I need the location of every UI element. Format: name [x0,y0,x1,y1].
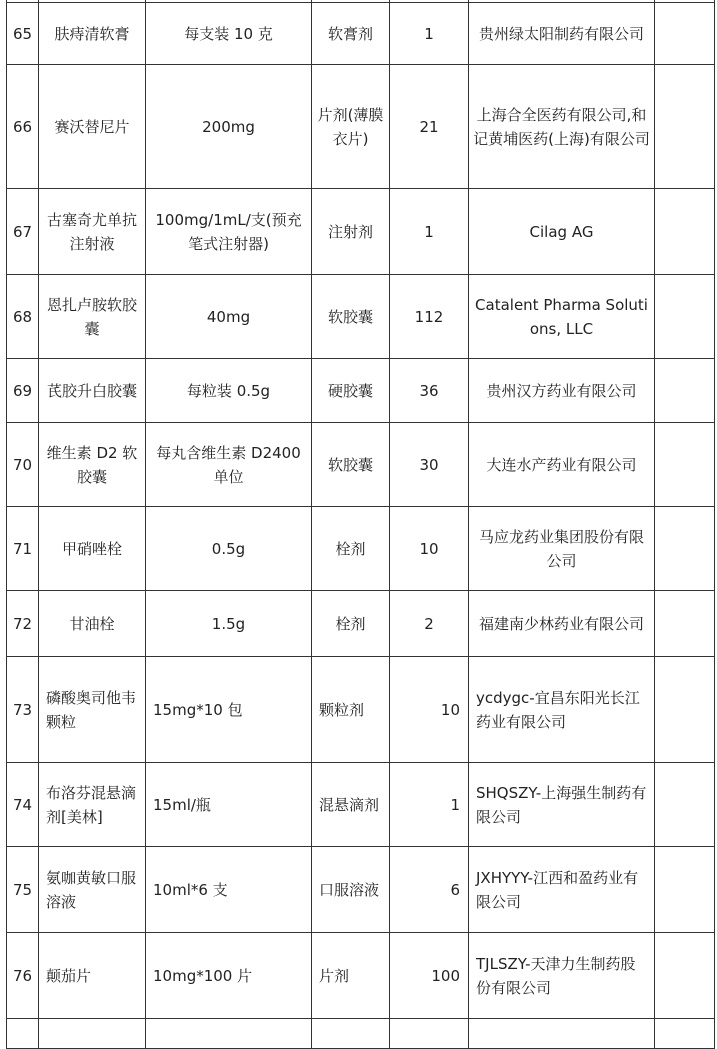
dosage-form: 片剂(薄膜衣片) [312,65,390,189]
manufacturer: JXHYYY-江西和盈药业有限公司 [469,847,655,933]
table-cell [39,1019,146,1049]
blank-cell [655,189,715,275]
drug-name: 维生素 D2 软胶囊 [39,423,146,507]
manufacturer: Catalent Pharma Solutions, LLC [469,275,655,359]
dosage-form: 口服溶液 [312,847,390,933]
quantity: 10 [390,507,469,591]
dosage-form: 颗粒剂 [312,657,390,763]
drug-spec: 10ml*6 支 [146,847,312,933]
quantity: 100 [390,933,469,1019]
quantity: 1 [390,763,469,847]
table-row [7,933,715,1019]
blank-cell [655,507,715,591]
table-row [7,657,715,763]
row-number: 75 [7,847,39,933]
table-cell [146,1019,312,1049]
quantity: 6 [390,847,469,933]
table-row [7,189,715,275]
drug-list-table [6,0,715,1049]
blank-cell [655,3,715,65]
quantity: 112 [390,275,469,359]
drug-spec: 10mg*100 片 [146,933,312,1019]
table-cell [7,1019,39,1049]
manufacturer: 福建南少林药业有限公司 [469,591,655,657]
table-cell [390,1019,469,1049]
drug-name: 磷酸奥司他韦颗粒 [39,657,146,763]
drug-name: 颠茄片 [39,933,146,1019]
row-number: 71 [7,507,39,591]
dosage-form: 软胶囊 [312,275,390,359]
drug-name: 古塞奇尤单抗注射液 [39,189,146,275]
manufacturer: Cilag AG [469,189,655,275]
blank-cell [655,933,715,1019]
drug-spec: 40mg [146,275,312,359]
dosage-form: 片剂 [312,933,390,1019]
row-number: 68 [7,275,39,359]
drug-spec: 每丸含维生素 D2400 单位 [146,423,312,507]
table-row [7,763,715,847]
blank-cell [655,591,715,657]
drug-spec: 100mg/1mL/支(预充笔式注射器) [146,189,312,275]
blank-cell [655,65,715,189]
row-number: 66 [7,65,39,189]
drug-spec: 200mg [146,65,312,189]
table-row [7,275,715,359]
drug-spec: 每支装 10 克 [146,3,312,65]
row-number: 72 [7,591,39,657]
drug-name: 恩扎卢胺软胶囊 [39,275,146,359]
drug-name: 肤痔清软膏 [39,3,146,65]
table-row [7,3,715,65]
table-row [7,423,715,507]
table-cell [312,1019,390,1049]
quantity: 36 [390,359,469,423]
dosage-form: 软胶囊 [312,423,390,507]
table-row [7,591,715,657]
blank-cell [655,275,715,359]
manufacturer: ycdygc-宜昌东阳光长江药业有限公司 [469,657,655,763]
quantity: 30 [390,423,469,507]
drug-name: 氨咖黄敏口服溶液 [39,847,146,933]
table-row [7,1019,715,1049]
row-number: 67 [7,189,39,275]
table-row [7,65,715,189]
dosage-form: 软膏剂 [312,3,390,65]
drug-spec: 1.5g [146,591,312,657]
drug-spec: 每粒装 0.5g [146,359,312,423]
dosage-form: 注射剂 [312,189,390,275]
quantity: 2 [390,591,469,657]
dosage-form: 硬胶囊 [312,359,390,423]
manufacturer: TJLSZY-天津力生制药股份有限公司 [469,933,655,1019]
row-number: 69 [7,359,39,423]
dosage-form: 栓剂 [312,591,390,657]
manufacturer: 贵州汉方药业有限公司 [469,359,655,423]
row-number: 73 [7,657,39,763]
row-number: 65 [7,3,39,65]
drug-name: 布洛芬混悬滴剂[美林] [39,763,146,847]
drug-spec: 15mg*10 包 [146,657,312,763]
manufacturer: 贵州绿太阳制药有限公司 [469,3,655,65]
quantity: 1 [390,3,469,65]
drug-name: 芪胶升白胶囊 [39,359,146,423]
drug-spec: 0.5g [146,507,312,591]
drug-name: 甘油栓 [39,591,146,657]
manufacturer: 马应龙药业集团股份有限公司 [469,507,655,591]
blank-cell [655,657,715,763]
blank-cell [655,359,715,423]
manufacturer: 上海合全医药有限公司,和记黄埔医药(上海)有限公司 [469,65,655,189]
table-cell [469,1019,655,1049]
blank-cell [655,763,715,847]
drug-spec: 15ml/瓶 [146,763,312,847]
table-row [7,359,715,423]
row-number: 70 [7,423,39,507]
table-row [7,507,715,591]
quantity: 10 [390,657,469,763]
row-number: 76 [7,933,39,1019]
blank-cell [655,423,715,507]
quantity: 1 [390,189,469,275]
quantity: 21 [390,65,469,189]
dosage-form: 混悬滴剂 [312,763,390,847]
table-cell [655,1019,715,1049]
drug-name: 赛沃替尼片 [39,65,146,189]
drug-name: 甲硝唑栓 [39,507,146,591]
manufacturer: SHQSZY-上海强生制药有限公司 [469,763,655,847]
manufacturer: 大连水产药业有限公司 [469,423,655,507]
blank-cell [655,847,715,933]
table-row [7,847,715,933]
row-number: 74 [7,763,39,847]
dosage-form: 栓剂 [312,507,390,591]
